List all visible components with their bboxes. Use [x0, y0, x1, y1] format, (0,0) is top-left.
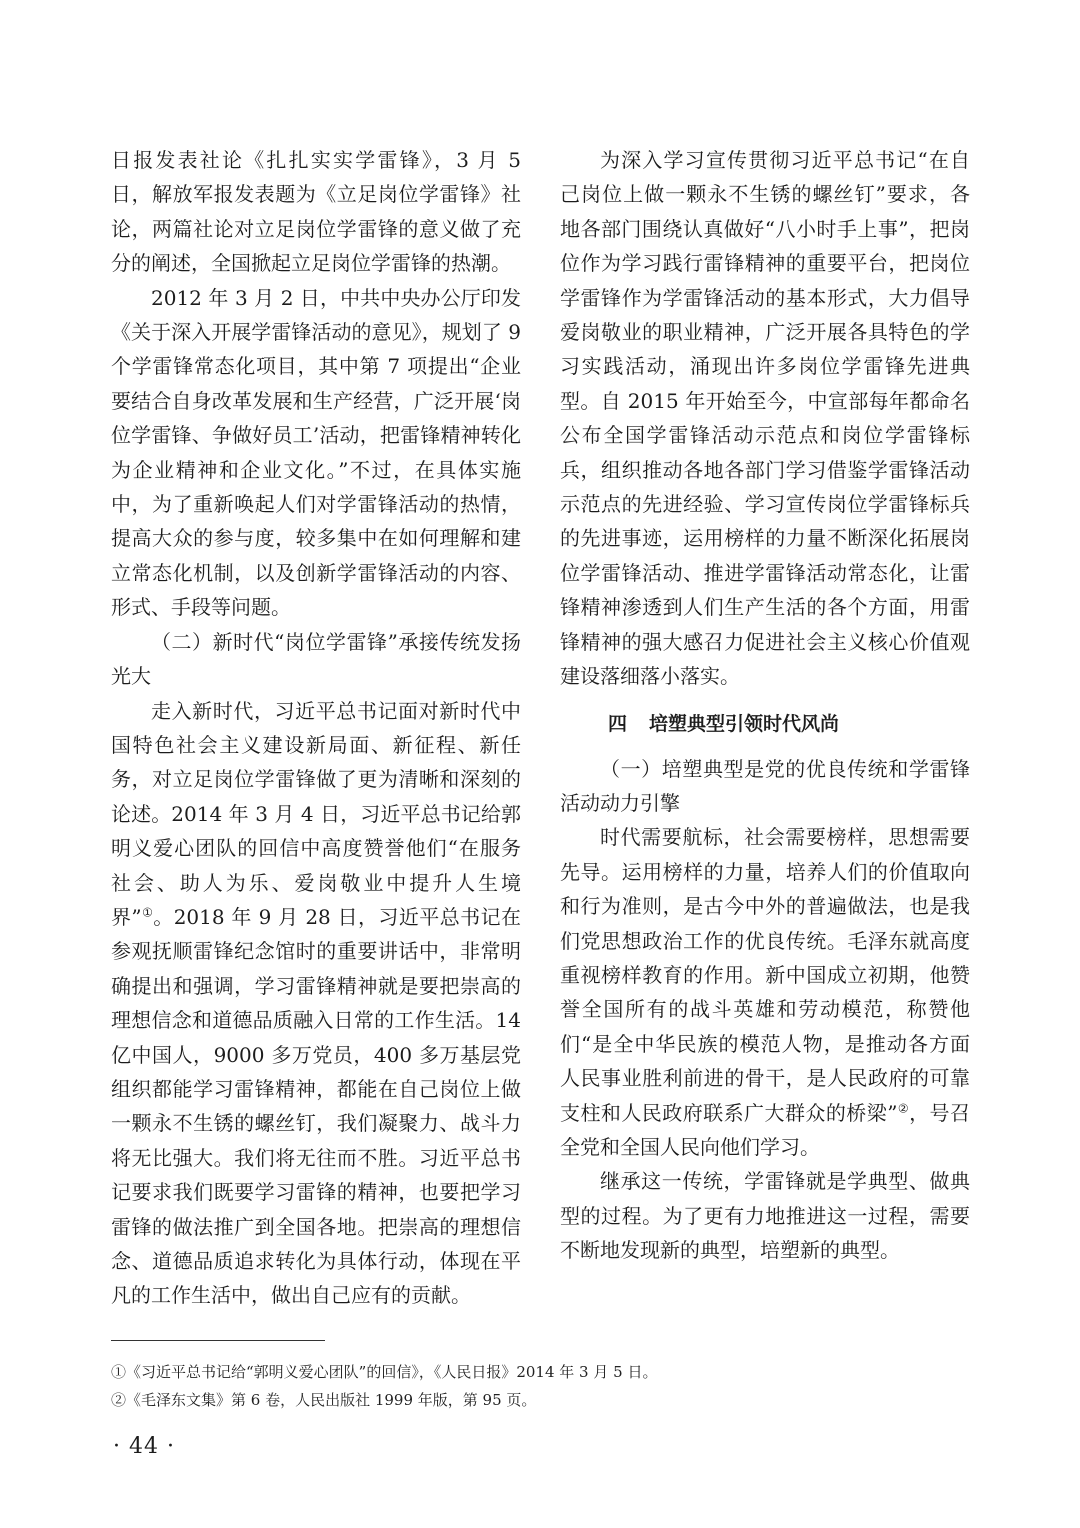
footnotes: [111, 1358, 971, 1414]
paragraph-text: ，号召全党和全国人民向他们学习。: [560, 1100, 971, 1159]
paragraph: 为深入学习宣传贯彻习近平总书记“在自己岗位上做一颗永不生锈的螺丝钉”要求，各地各部门围绕认真做好“八小时手上事”，把岗位作为学习践行雷锋精神的重要平台，把岗位学雷锋作为学雷锋活动的基本形式，大力倡导爱岗敬业的职业精神，广泛开展各具特色的学习实践活动，涌现出许多岗位学雷锋先进典型。自 2015 年开始至今，中宣部每年都命名公布全国学雷锋活动示范点和岗位学雷锋标兵，组织推动各地各部门学习借鉴学雷锋活动示范点的先进经验、学习宣传岗位学雷锋标兵的先进事迹，运用榜样的力量不断深化拓展岗位学雷锋活动、推进学雷锋活动常态化，让雷锋精神渗透到人们生产生活的各个方面，用雷锋精神的强大感召力促进社会主义核心价值观建设落细落小落实。: [560, 148, 970, 689]
right-column: [560, 143, 970, 1268]
paragraph: 日报发表社论《扎扎实实学雷锋》，3 月 5 日，解放军报发表题为《立足岗位学雷锋》社论，两篇社论对立足岗位学雷锋的意义做了充分的阐述，全国掀起立足岗位学雷锋的热潮。: [111, 148, 521, 276]
section-number: 四: [608, 712, 628, 735]
paragraph-text: 走入新时代，习近平总书记面对新时代中国特色社会主义建设新局面、新征程、新任务，对立足岗位学雷锋做了更为清晰和深刻的论述。2014 年 3 月 4 日，习近平总书记给郭明义爱心团队的回信中高度赞誉他们“在服务社会、助人为乐、爱岗敬业中提升人生境界”: [111, 698, 521, 929]
footnote-marker: ②: [897, 1100, 910, 1115]
footnote: ①《习近平总书记给“郭明义爱心团队”的回信》，《人民日报》2014 年 3 月 5 日。: [111, 1363, 658, 1381]
subheading: （一）培塑典型是党的优良传统和学雷锋活动动力引擎: [560, 756, 970, 815]
paragraph-text: 时代需要航标，社会需要榜样，思想需要先导。运用榜样的力量，培养人们的价值取向和行为准则，是古今中外的普遍做法，也是我们党思想政治工作的优良传统。毛泽东就高度重视榜样教育的作用。新中国成立初期，他赞誉全国所有的战斗英雄和劳动模范，称赞他们“是全中华民族的模范人物，是推动各方面人民事业胜利前进的骨干，是人民政府的可靠支柱和人民政府联系广大群众的桥梁”: [560, 825, 970, 1125]
footnote-marker: ①: [141, 905, 154, 920]
paragraph: [560, 820, 970, 1164]
section-heading: [560, 709, 970, 739]
paragraph: 2012 年 3 月 2 日，中共中央办公厅印发《关于深入开展学雷锋活动的意见》，规划了 9 个学雷锋常态化项目，其中第 7 项提出“企业要结合自身改革发展和生产经营，广泛开展‘岗位学雷锋、争做好员工’活动，把雷锋精神转化为企业精神和企业文化。”不过，在具体实施中，为了重新唤起人们对学雷锋活动的热情，提高大众的参与度，较多集中在如何理解和建立常态化机制，以及创新学雷锋活动的内容、形式、手段等问题。: [111, 285, 521, 620]
footnote-divider: [111, 1340, 325, 1341]
page-number: · 44 ·: [113, 1434, 175, 1459]
paragraph: 继承这一传统，学雷锋就是学典型、做典型的过程。为了更有力地推进这一过程，需要不断地发现新的典型，培塑新的典型。: [560, 1169, 970, 1263]
section-title: 培塑典型引领时代风尚: [649, 712, 840, 735]
subheading: （二）新时代“岗位学雷锋”承接传统发扬光大: [111, 629, 521, 689]
paragraph-text: 。2018 年 9 月 28 日，习近平总书记在参观抚顺雷锋纪念馆时的重要讲话中，非常明确提出和强调，学习雷锋精神就是要把崇高的理想信念和道德品质融入日常的工作生活。14 亿中国人，9000 多万党员，400 多万基层党组织都能学习雷锋精神，都能在自己岗位上做一颗永不生锈的螺丝钉，我们凝聚力、战斗力将无比强大。我们将无往而不胜。习近平总书记要求我们既要学习雷锋的精神，也要把学习雷锋的做法推广到全国各地。把崇高的理想信念、道德品质追求转化为具体行动，体现在平凡的工作生活中，做出自己应有的贡献。: [111, 904, 521, 1308]
left-column: [111, 143, 521, 1313]
paragraph: [111, 694, 521, 1313]
footnote: ②《毛泽东文集》第 6 卷，人民出版社 1999 年版，第 95 页。: [111, 1391, 537, 1409]
